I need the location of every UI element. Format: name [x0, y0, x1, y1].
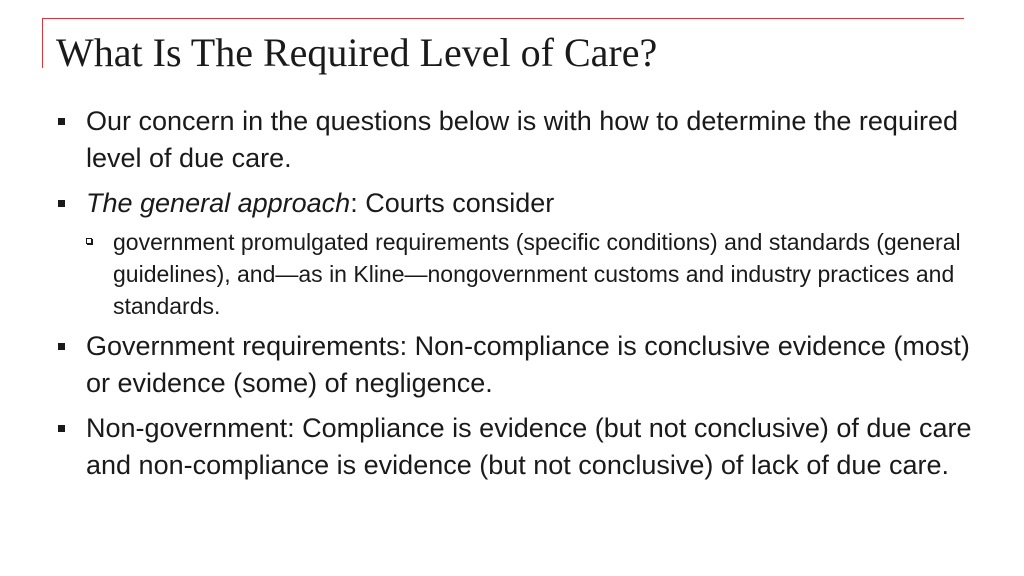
- bullet-text: Government requirements: Non-compliance is conclusive evidence (most) or evidence (some) of negligence.: [86, 331, 970, 398]
- title-accent-line-horizontal: [42, 18, 964, 19]
- bullet-text: : Courts consider: [350, 188, 555, 218]
- square-bullet-icon: [58, 200, 65, 207]
- sub-bullet-item: [58, 226, 978, 322]
- bullet-item: [58, 185, 978, 222]
- bullet-item: [58, 328, 978, 402]
- slide-title: What Is The Required Level of Care?: [56, 30, 658, 75]
- square-bullet-icon: [58, 425, 65, 432]
- hollow-square-bullet-icon: [86, 238, 92, 244]
- bullet-text: Non-government: Compliance is evidence (but not conclusive) of due care and non-compliance is evidence (but not conclusive) of lack of due care.: [86, 413, 972, 480]
- bullet-item: [58, 103, 978, 177]
- bullet-text: Our concern in the questions below is with how to determine the required level of due care.: [86, 106, 958, 173]
- bullet-emphasis-text: The general approach: [86, 188, 351, 218]
- square-bullet-icon: [58, 118, 65, 125]
- title-accent-line-vertical: [42, 18, 43, 68]
- bullet-item: [58, 410, 978, 484]
- slide-body: [58, 103, 978, 492]
- square-bullet-icon: [58, 343, 65, 350]
- sub-bullet-text: government promulgated requirements (specific conditions) and standards (general guidelines), and—as in Kline—nongovernment customs and industry practices and standards.: [113, 229, 961, 319]
